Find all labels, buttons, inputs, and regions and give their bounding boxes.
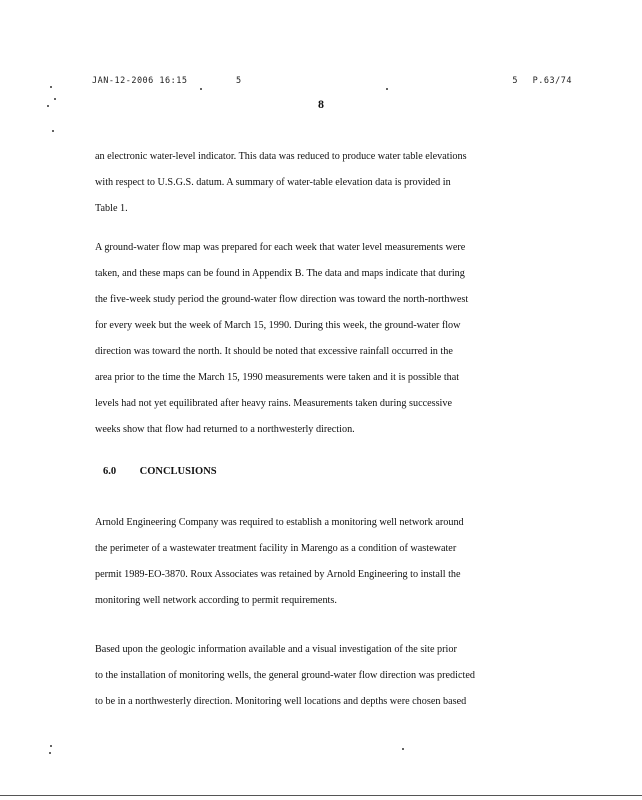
- scan-speck: [52, 130, 54, 132]
- paragraph-line: Table 1.: [95, 203, 128, 214]
- paragraph-line: Arnold Engineering Company was required to establish a monitoring well network around: [95, 517, 464, 528]
- paragraph-line: for every week but the week of March 15, 1990. During this week, the ground-water flow: [95, 320, 461, 331]
- paragraph-line: direction was toward the north. It should be noted that excessive rainfall occurred in the: [95, 346, 453, 357]
- scan-speck: [386, 88, 388, 90]
- paragraph-line: taken, and these maps can be found in Appendix B. The data and maps indicate that during: [95, 268, 465, 279]
- paragraph-1: [95, 144, 551, 222]
- paragraph-line: the perimeter of a wastewater treatment facility in Marengo as a condition of wastewater: [95, 543, 457, 554]
- paragraph-line: area prior to the time the March 15, 1990 measurements were taken and it is possible that: [95, 372, 460, 383]
- section-heading: [103, 466, 217, 477]
- paragraph-line: A ground-water flow map was prepared for each week that water level measurements were: [95, 242, 466, 253]
- paragraph-3: [95, 510, 551, 614]
- paragraph-line: to the installation of monitoring wells, the general ground-water flow direction was predicted: [95, 670, 475, 681]
- fax-date-time: JAN-12-2006 16:15: [92, 76, 188, 86]
- fax-header: [92, 76, 572, 90]
- paragraph-line: to be in a northwesterly direction. Monitoring well locations and depths were chosen based: [95, 696, 467, 707]
- bottom-edge-line: [0, 795, 642, 796]
- scan-speck: [54, 98, 56, 100]
- fax-mark: 5: [512, 76, 518, 86]
- paragraph-line: an electronic water-level indicator. This data was reduced to produce water table elevations: [95, 151, 467, 162]
- scan-speck: [402, 748, 404, 750]
- paragraph-line: the five-week study period the ground-water flow direction was toward the north-northwest: [95, 294, 469, 305]
- paragraph-line: with respect to U.S.G.S. datum. A summary of water-table elevation data is provided in: [95, 177, 451, 188]
- scan-speck: [200, 88, 202, 90]
- section-number: 6.0: [103, 466, 117, 477]
- paragraph-line: levels had not yet equilibrated after heavy rains. Measurements taken during successive: [95, 398, 453, 409]
- page-number: 8: [318, 97, 324, 111]
- scan-speck: [50, 745, 52, 747]
- paragraph-2: [95, 235, 551, 443]
- paragraph-line: weeks show that flow had returned to a northwesterly direction.: [95, 424, 355, 435]
- scan-speck: [50, 86, 52, 88]
- paragraph-line: monitoring well network according to permit requirements.: [95, 595, 337, 606]
- paragraph-4: [95, 637, 551, 715]
- fax-channel: 5: [236, 76, 242, 86]
- section-title: CONCLUSIONS: [139, 466, 217, 477]
- scan-speck: [49, 752, 51, 754]
- paragraph-line: Based upon the geologic information available and a visual investigation of the site prior: [95, 644, 457, 655]
- scan-speck: [47, 105, 49, 107]
- paragraph-line: permit 1989-EO-3870. Roux Associates was retained by Arnold Engineering to install the: [95, 569, 461, 580]
- fax-page: P.63/74: [532, 76, 572, 86]
